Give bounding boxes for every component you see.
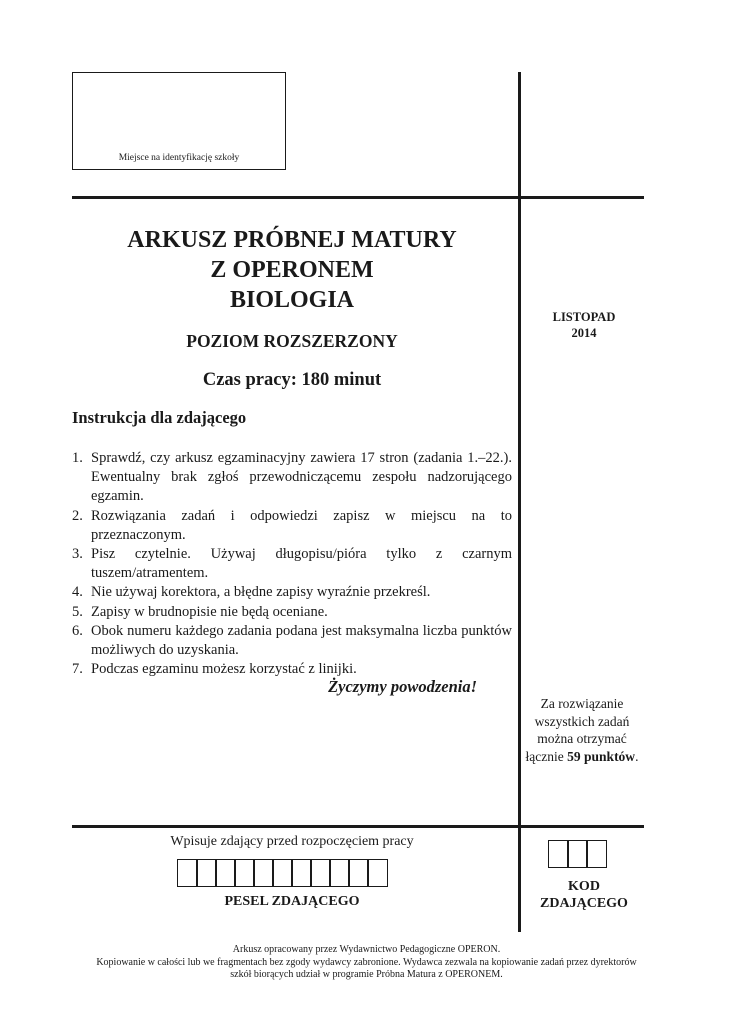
- pesel-digit-box[interactable]: [196, 859, 217, 887]
- code-digit-box[interactable]: [586, 840, 607, 868]
- instruction-item: 1. Sprawdź, czy arkusz egzaminacyjny zawiera 17 stron (zadania 1.–22.). Ewentualny brak zgłoś przewodniczącemu zespołu nadzorującego egzamin.: [72, 450, 512, 505]
- total-points-value: 59 punktów: [567, 748, 636, 764]
- publisher-footer: Arkusz opracowany przez Wydawnictwo Pedagogiczne OPERON. Kopiowanie w całości lub we fragmentach bez zgody wydawcy zabronione. Wydawca zezwala na kopiowanie zadań przez dyrektorów szkół biorących udział w programie Próbna Matura z OPERONEM.: [96, 944, 637, 980]
- exam-duration: Czas pracy: 180 minut: [202, 370, 382, 390]
- instruction-item: 5. Zapisy w brudnopisie nie będą oceniane.: [72, 603, 328, 620]
- instruction-item: 3. Pisz czytelnie. Używaj długopisu/pióra tylko z czarnym tuszem/atramentem.: [72, 546, 512, 582]
- pesel-digit-box[interactable]: [177, 859, 198, 887]
- pesel-digit-box[interactable]: [234, 859, 255, 887]
- pesel-digit-box[interactable]: [253, 859, 274, 887]
- code-digit-box[interactable]: [548, 840, 569, 868]
- exam-level: POZIOM ROZSZERZONY: [186, 331, 398, 351]
- good-luck-wish: Życzymy powodzenia!: [328, 677, 477, 696]
- pesel-digit-box[interactable]: [329, 859, 350, 887]
- code-digit-box[interactable]: [567, 840, 588, 868]
- footer-divider: [72, 825, 644, 828]
- exam-month: LISTOPAD: [552, 310, 616, 324]
- pesel-label: PESEL ZDAJĄCEGO: [224, 894, 360, 909]
- instructions-heading: Instrukcja dla zdającego: [72, 408, 247, 427]
- exam-title-line-1: ARKUSZ PRÓBNEJ MATURY: [127, 227, 457, 253]
- vertical-divider: [518, 72, 521, 932]
- header-divider: [72, 196, 644, 199]
- school-identification-box: [72, 72, 286, 170]
- instructions-list: [72, 449, 512, 679]
- student-code-label: KOD ZDAJĄCEGO: [540, 879, 628, 911]
- instruction-item: 4. Nie używaj korektora, a błędne zapisy wyraźnie przekreśl.: [72, 584, 431, 601]
- pesel-instruction: Wpisuje zdający przed rozpoczęciem pracy: [170, 834, 414, 849]
- exam-title-line-2: Z OPERONEM: [210, 257, 374, 283]
- total-points-info: Za rozwiązanie wszystkich zadań można otrzymać łącznie 59 punktów.: [525, 696, 639, 764]
- instruction-item: 7. Podczas egzaminu możesz korzystać z linijki.: [72, 661, 357, 678]
- pesel-digit-box[interactable]: [215, 859, 236, 887]
- pesel-digit-box[interactable]: [348, 859, 369, 887]
- school-box-caption: Miejsce na identyfikację szkoły: [118, 153, 240, 163]
- exam-year: 2014: [571, 326, 597, 340]
- student-code-input-boxes[interactable]: [548, 840, 605, 868]
- exam-date: [528, 309, 640, 341]
- exam-subject: BIOLOGIA: [229, 287, 355, 313]
- pesel-digit-box[interactable]: [367, 859, 388, 887]
- instruction-item: 6. Obok numeru każdego zadania podana jest maksymalna liczba punktów możliwych do uzyskania.: [72, 622, 512, 659]
- pesel-digit-box[interactable]: [272, 859, 293, 887]
- pesel-input-boxes[interactable]: [177, 859, 386, 887]
- pesel-digit-box[interactable]: [291, 859, 312, 887]
- pesel-digit-box[interactable]: [310, 859, 331, 887]
- instruction-item: 2. Rozwiązania zadań i odpowiedzi zapisz w miejscu na to przeznaczonym.: [72, 507, 512, 543]
